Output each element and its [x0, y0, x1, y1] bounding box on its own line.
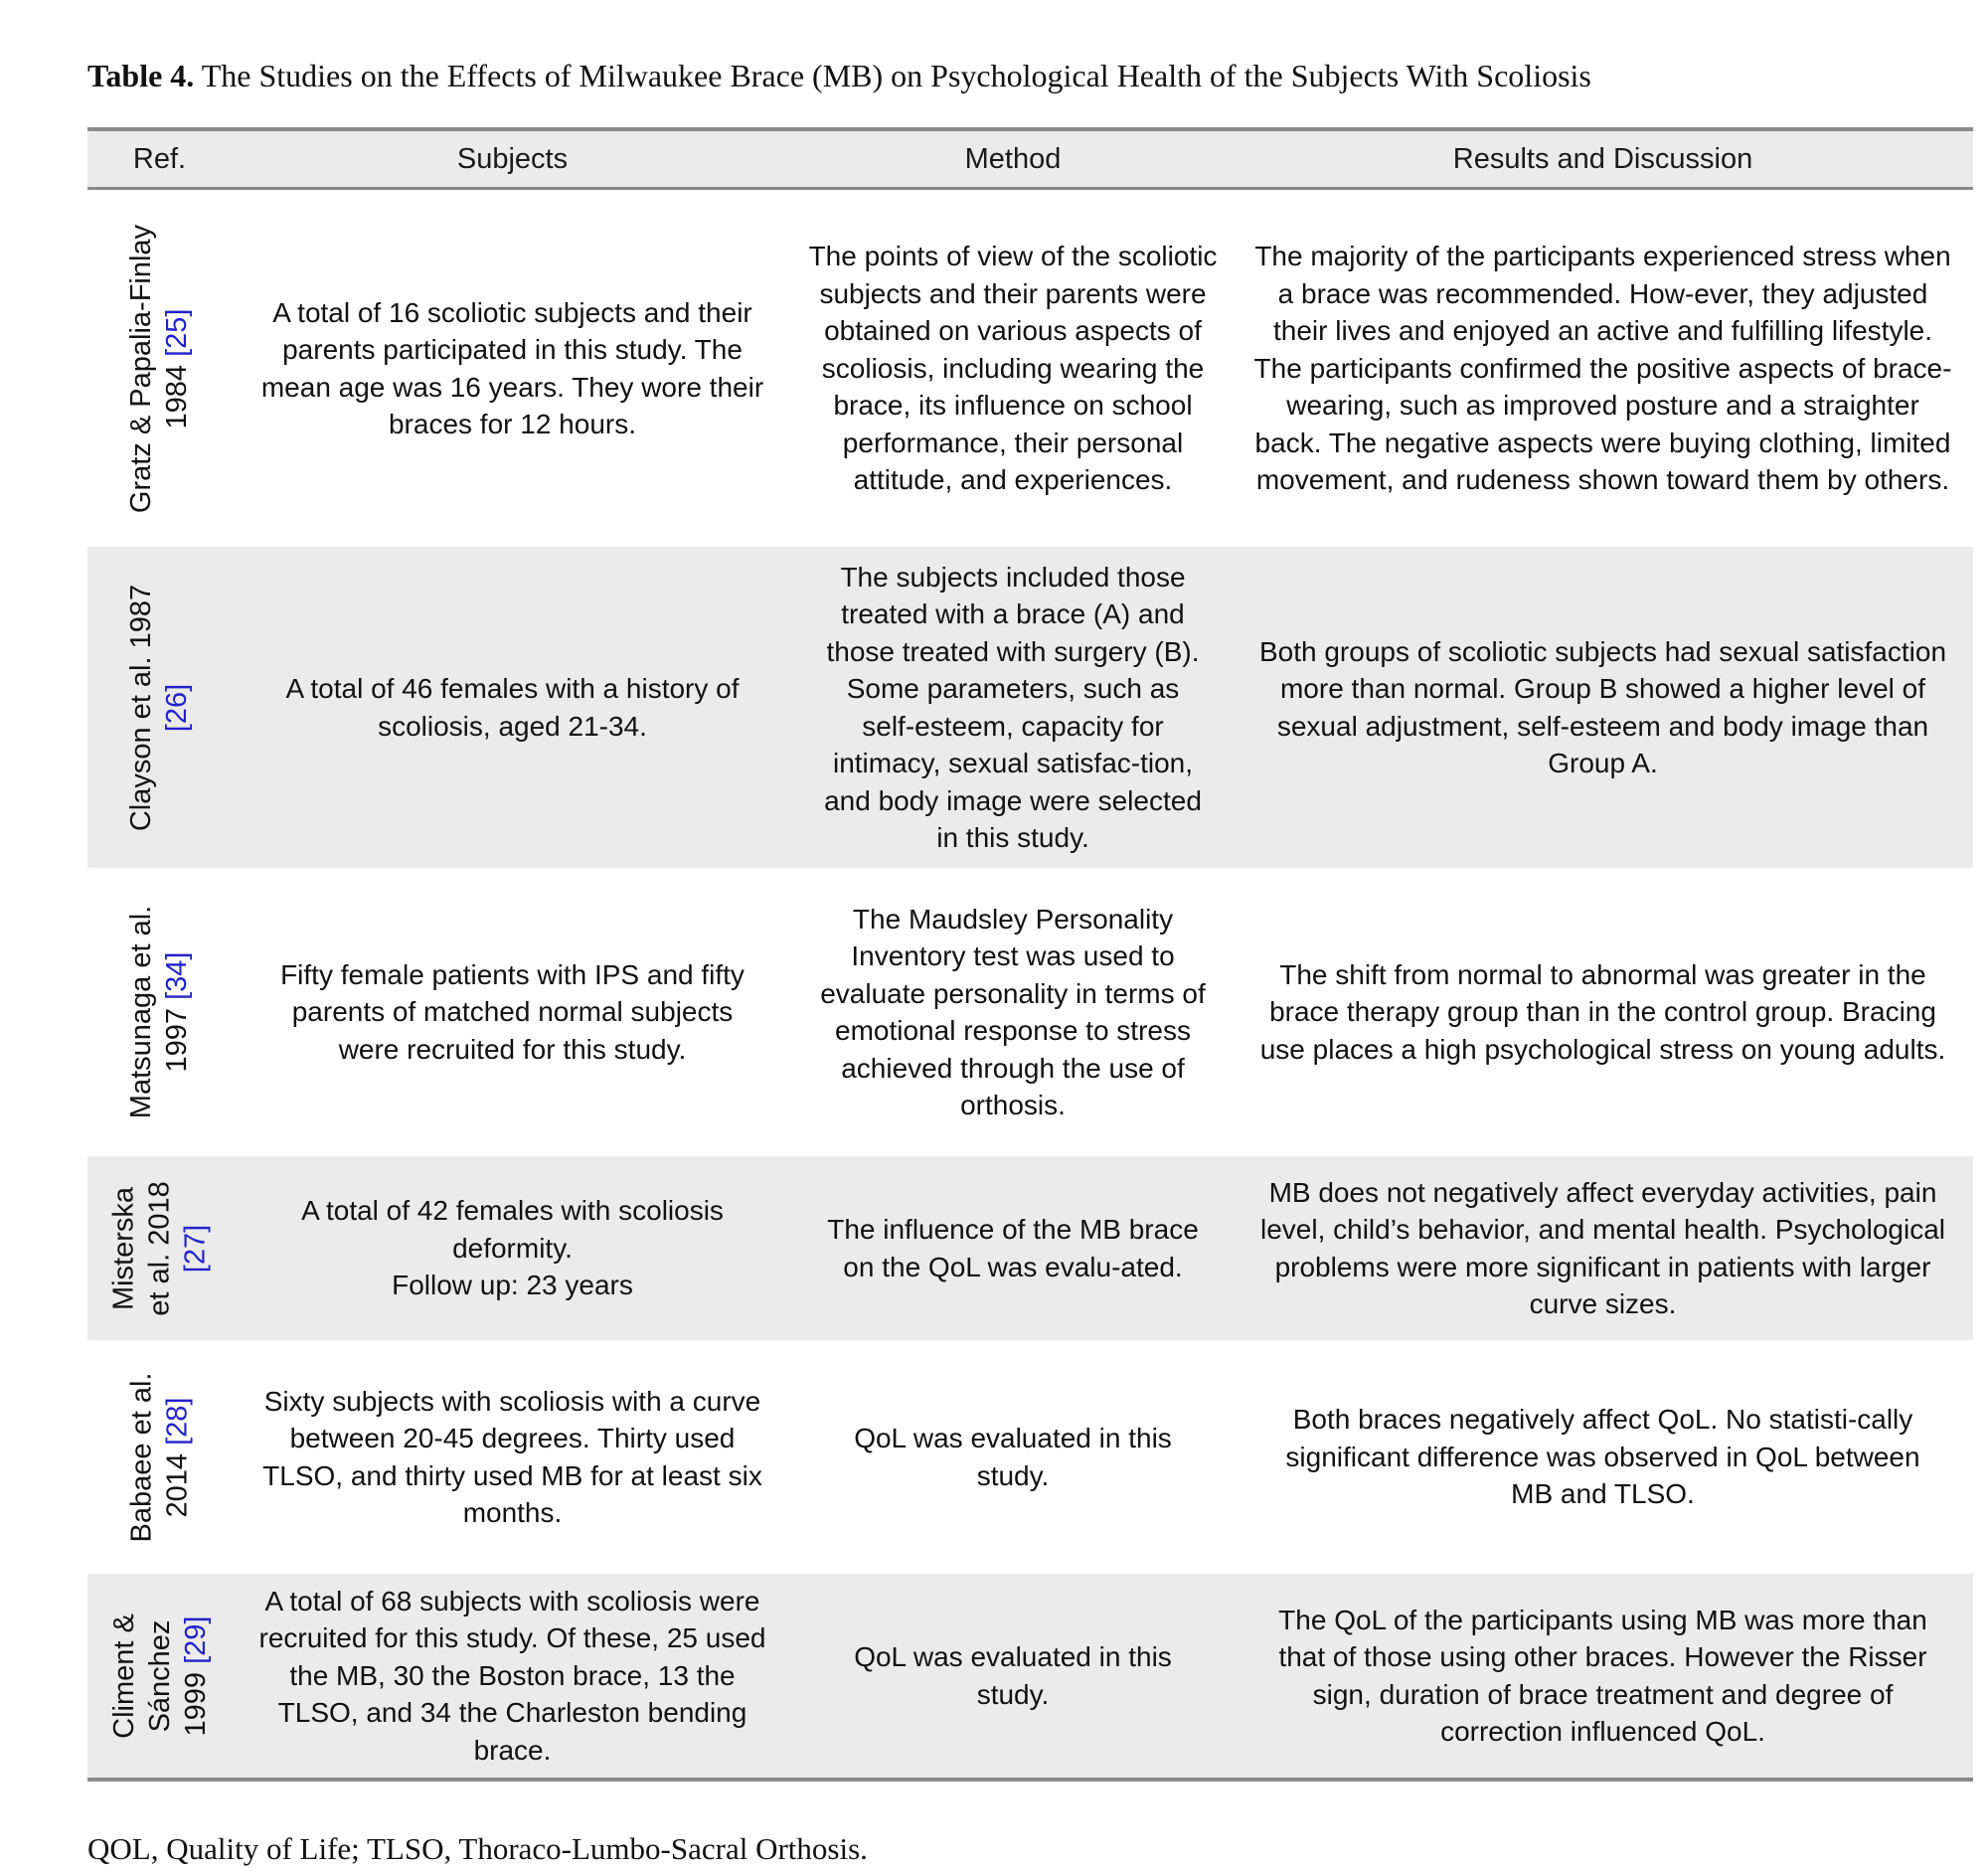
method-cell: The influence of the MB brace on the QoL was evalu-ated.: [827, 1214, 1199, 1282]
method-cell: The Maudsley Personality Inventory test was used to evaluate personality in terms of emotional response to stress achieved through the use of orthosis.: [820, 903, 1206, 1120]
table-footnote: QOL, Quality of Life; TLSO, Thoraco-Lumbo-Sacral Orthosis.: [87, 1831, 868, 1866]
follow-up-text: Follow up: 23 years: [392, 1270, 633, 1301]
table-row: [87, 1574, 1973, 1778]
subjects-cell: [232, 1192, 793, 1304]
ref-authors: Matsunaga et al.: [125, 905, 158, 1119]
results-cell: The majority of the participants experienced stress when a brace was recommended. How-ever, they adjusted their lives and enjoyed an active and fulfilling lifestyle. The participants confirmed the positive aspects of brace-wearing, such as improved posture and a straighter back. The negative aspects were buying clothing, limited movement, and rudeness shown toward them by others.: [1253, 241, 1952, 496]
subjects-cell: A total of 16 scoliotic subjects and their parents participated in this study. The mean age was 16 years. They wore their braces for 12 hours.: [260, 296, 764, 439]
citation-link[interactable]: [28]: [161, 1397, 194, 1446]
table-row: [87, 1156, 1973, 1340]
header-method: Method: [964, 142, 1062, 175]
ref-authors-cont: Sánchez: [143, 1619, 176, 1732]
ref-cell: [87, 868, 232, 1156]
ref-authors: Babaee et al.: [125, 1372, 158, 1542]
citation-link[interactable]: [34]: [161, 951, 194, 1000]
table-title: The Studies on the Effects of Milwaukee Brace (MB) on Psychological Health of the Subjects With Scoliosis: [201, 58, 1591, 93]
table-header-row: [87, 131, 1973, 187]
results-cell: Both groups of scoliotic subjects had sexual satisfaction more than normal. Group B showed a higher level of sexual adjustment, self-esteem and body image than Group A.: [1258, 635, 1947, 778]
table-row: [87, 190, 1973, 547]
subjects-cell: A total of 68 subjects with scoliosis were recruited for this study. Of these, 25 used the MB, 30 the Boston brace, 13 the TLSO, and 34 the Charleston bending brace.: [258, 1585, 766, 1766]
header-subjects: Subjects: [456, 142, 569, 175]
method-cell: QoL was evaluated in this study.: [854, 1423, 1172, 1491]
ref-authors: Misterska: [107, 1186, 140, 1310]
table-row: [87, 868, 1973, 1156]
ref-cell: [87, 1156, 232, 1340]
subjects-text: A total of 42 females with scoliosis deformity.: [301, 1195, 724, 1264]
table-row: [87, 1340, 1973, 1574]
ref-year: 1997: [161, 1007, 194, 1073]
ref-year: 1984: [161, 364, 194, 428]
table-caption: [87, 56, 1591, 95]
citation-link[interactable]: [27]: [179, 1224, 212, 1273]
results-cell: MB does not negatively affect everyday activities, pain level, child’s behavior, and mental health. Psychological problems were more significant in patients with larger curve sizes.: [1259, 1176, 1945, 1319]
subjects-cell: Sixty subjects with scoliosis with a curve between 20-45 degrees. Thirty used TLSO, and thirty used MB for at least six months.: [262, 1385, 762, 1528]
ref-year: 1999: [179, 1671, 212, 1736]
ref-cell: [87, 547, 232, 868]
header-ref: Ref.: [132, 142, 187, 175]
method-cell: QoL was evaluated in this study.: [854, 1641, 1172, 1710]
ref-cell: [87, 1574, 232, 1778]
ref-year: 2014: [161, 1452, 194, 1517]
header-results: Results and Discussion: [1452, 142, 1753, 175]
subjects-cell: Fifty female patients with IPS and fifty parents of matched normal subjects were recruited for this study.: [280, 958, 745, 1065]
citation-link[interactable]: [25]: [161, 308, 194, 357]
ref-authors: Climent &: [107, 1613, 140, 1739]
ref-authors: Clayson et al. 1987: [125, 584, 158, 831]
table-label: Table 4.: [87, 58, 195, 93]
subjects-cell: A total of 46 females with a history of scoliosis, aged 21-34.: [285, 673, 740, 742]
table-row: [87, 547, 1973, 868]
results-cell: The shift from normal to abnormal was greater in the brace therapy group than in the control group. Bracing use places a high psychological stress on young adults.: [1259, 958, 1946, 1065]
citation-link[interactable]: [29]: [179, 1616, 212, 1664]
results-cell: The QoL of the participants using MB was more than that of those using other braces. However the Risser sign, duration of brace treatment and degree of correction influenced QoL.: [1278, 1604, 1927, 1747]
method-cell: The points of view of the scoliotic subjects and their parents were obtained on various aspects of scoliosis, including wearing the brace, its influence on school performance, their personal attitude, and experiences.: [808, 241, 1218, 496]
studies-table: [87, 127, 1973, 1782]
ref-cell: [87, 190, 232, 547]
ref-year: et al. 2018: [143, 1180, 176, 1316]
results-cell: Both braces negatively affect QoL. No statisti-cally significant difference was observed in QoL between MB and TLSO.: [1285, 1404, 1920, 1510]
ref-cell: [87, 1340, 232, 1574]
citation-link[interactable]: [26]: [161, 683, 194, 732]
method-cell: The subjects included those treated with a brace (A) and those treated with surgery (B). Some parameters, such as self-esteem, capacity for intimacy, sexual satisfac-tion, and body image were selected in this study.: [824, 561, 1202, 853]
ref-authors: Gratz & Papalia-Finlay: [125, 224, 158, 513]
table-bottom-rule: [87, 1778, 1973, 1782]
